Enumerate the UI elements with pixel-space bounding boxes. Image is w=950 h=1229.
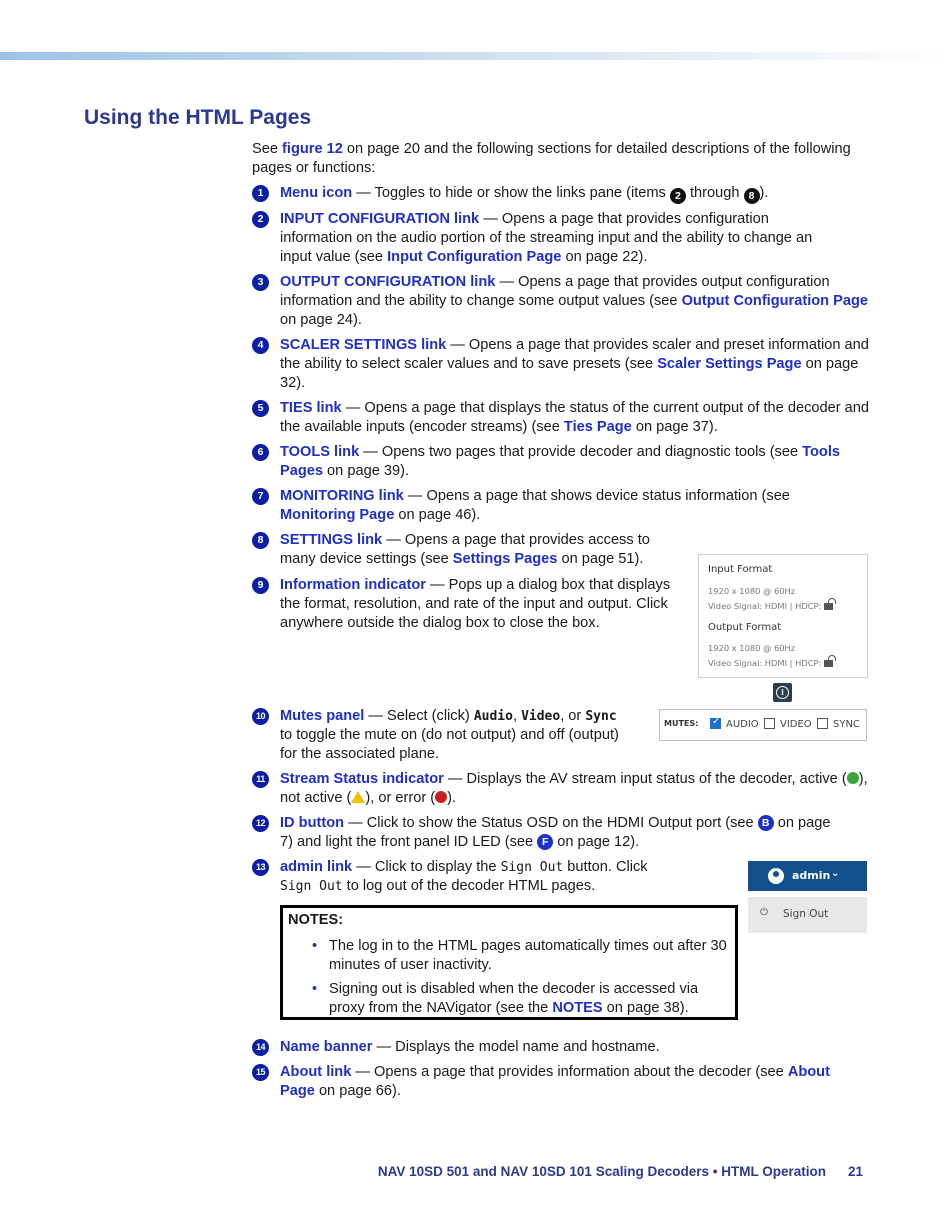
info-indicator-button[interactable] [773,683,792,702]
input-signal-line [708,601,833,611]
list-item [252,1038,872,1057]
item-text: — Displays the model name and hostname. [372,1039,660,1055]
item-text: — Click to show the Status OSD on the HDMI Output port (see [344,815,758,831]
item-text: to toggle the mute on (do not output) and off (output) for the associated plane. [280,727,619,762]
callout-number: 8 [252,532,269,549]
list-item [252,487,832,525]
callout-number: 13 [252,859,269,876]
mutes-label: MUTES: [664,719,699,728]
output-format-title: Output Format [708,622,782,633]
notes-box [280,905,738,1020]
callout-number: 2 [252,211,269,228]
info-dialog [698,554,868,678]
callout-number: 12 [252,815,269,832]
callout-number: 1 [252,185,269,202]
page-footer [378,1164,863,1179]
item-title: SCALER SETTINGS link [280,337,447,353]
item-title: Mutes panel [280,708,365,724]
note-text: The log in to the HTML pages automatically times out after 30 minutes of user inactivity. [329,938,727,973]
callout-number: 5 [252,400,269,417]
item-title: Stream Status indicator [280,771,444,787]
item-text: — Opens a page that provides scaler and preset information and the ability to select scaler values and to save presets (see [280,337,869,372]
list-item [252,443,872,481]
user-avatar-icon [768,868,784,884]
intro-text: See [252,141,283,157]
item-text: — Opens a page that shows device status information (see [403,488,790,504]
callout-letter-f: F [537,834,553,850]
page-link[interactable]: Ties Page [563,419,632,435]
status-active-icon [847,772,859,784]
item-title: SETTINGS link [280,532,383,548]
item-text: on page 32). [280,356,859,391]
input-resolution: 1920 x 1080 @ 60Hz [708,586,796,596]
footer-title: NAV 10SD 501 and NAV 10SD 101 Scaling Decoders • HTML Operation [377,1164,826,1179]
callout-number: 3 [252,274,269,291]
page-link[interactable]: Input Configuration Page [387,249,562,265]
item-text: on page 22). [561,249,648,265]
notes-title: NOTES: [288,912,344,928]
item-text: — Toggles to hide or show the links pane (items [352,185,670,201]
item-text: on page 39). [323,463,410,479]
item-text: on page 46). [394,507,481,523]
code-audio: Audio [473,709,513,724]
list-item [252,770,872,808]
item-text: to log out of the decoder HTML pages. [342,878,596,894]
bullet-icon: • [312,938,318,954]
callout-number: 4 [252,337,269,354]
list-item [252,184,872,204]
page-link[interactable]: Settings Pages [452,551,558,567]
notes-bullet [312,937,729,975]
video-mute-checkbox[interactable] [764,718,775,729]
page-link[interactable]: Output Configuration Page [681,293,869,309]
list-item [252,1063,862,1101]
item-title: About link [280,1064,352,1080]
item-text: — Opens a page that provides access to many device settings (see [280,532,650,567]
page-link[interactable]: About Page [280,1064,830,1099]
sign-out-item[interactable] [748,897,867,933]
item-text: — Opens a page that provides output configuration information and the ability to change some output values (see [280,274,830,309]
admin-menu-button[interactable] [748,861,867,891]
item-text: ), or error ( [365,790,436,806]
item-text: on page 7) and light the front panel ID LED (see [280,815,831,850]
item-text: on page 37). [631,419,718,435]
callout-number: 10 [252,708,269,725]
section-heading: Using the HTML Pages [84,106,312,129]
list-item [252,336,872,393]
lock-open-icon [824,603,833,610]
callout-number: 11 [252,771,269,788]
callout-number: 6 [252,444,269,461]
callout-number: 15 [252,1064,269,1081]
callout-ref: 2 [670,188,686,204]
item-text: , or [560,708,586,724]
status-error-icon [435,791,447,803]
item-text: — Click to display the [352,859,501,875]
item-text: — Opens a page that displays the status of the current output of the decoder and the available inputs (encoder streams) (see [280,400,869,435]
item-text: , [512,708,522,724]
item-title: TOOLS link [280,444,360,460]
code-sign-out: Sign Out [500,860,564,875]
item-text: ). [759,185,769,201]
video-mute-label: VIDEO [780,719,812,730]
page-link[interactable]: Tools Pages [280,444,840,479]
status-warning-icon [351,791,365,803]
item-title: MONITORING link [280,488,404,504]
mutes-panel [659,709,867,741]
chevron-down-icon: ⌄ [831,868,840,879]
lock-open-icon [824,660,833,667]
callout-number: 14 [252,1039,269,1056]
input-signal: Video Signal: HDMI | HDCP: [708,601,822,611]
intro-paragraph [252,140,872,178]
info-icon: i [776,686,789,699]
header-gradient-bar [0,52,950,60]
item-title: OUTPUT CONFIGURATION link [280,274,496,290]
input-format-title: Input Format [708,564,773,575]
output-resolution: 1920 x 1080 @ 60Hz [708,643,796,653]
item-title: ID button [280,815,345,831]
page-number: 21 [847,1164,863,1179]
page-link[interactable]: Monitoring Page [280,507,395,523]
note-text: Signing out is disabled when the decoder is accessed via proxy from the NAVigator (see the [329,981,699,1016]
callout-number: 9 [252,577,269,594]
item-text: — Displays the AV stream input status of the decoder, active ( [443,771,847,787]
output-signal-line [708,658,833,668]
code-sync: Sync [585,709,617,724]
item-text: on page 66). [314,1083,401,1099]
list-item [252,707,627,764]
list-item [252,814,832,852]
item-text: — Opens a page that provides configuration information on the audio portion of the streaming input and the ability to change an input value (see [280,211,813,265]
item-title: TIES link [280,400,342,416]
item-text: on page 24). [280,312,362,328]
notes-bullet [312,980,729,1018]
callout-ref: 8 [744,188,760,204]
item-title: Name banner [280,1039,373,1055]
item-text: — Select (click) [364,708,474,724]
list-item [252,531,672,569]
item-text: ). [447,790,457,806]
list-item [252,210,842,267]
sign-out-label: Sign Out [783,908,829,920]
output-signal: Video Signal: HDMI | HDCP: [708,658,822,668]
admin-label: admin [792,869,831,882]
intro-text-end: on page 20 and the following sections for detailed descriptions of the following pages or functions: [252,141,851,176]
item-text: button. Click [563,859,648,875]
list-item [252,273,872,330]
code-sign-out: Sign Out [280,879,343,894]
item-text: — Opens a page that provides information about the decoder (see [351,1064,788,1080]
sync-mute-checkbox[interactable] [817,718,828,729]
power-icon: ⏻ [760,907,768,918]
item-text: on page 51). [557,551,644,567]
callout-number: 7 [252,488,269,505]
callout-letter-b: B [758,815,774,831]
figure-link[interactable]: figure 12 [282,141,343,157]
sync-mute-label: SYNC [833,719,860,730]
bullet-icon: • [312,981,318,997]
item-text: — Opens two pages that provide decoder and diagnostic tools (see [359,444,803,460]
item-title: Menu icon [280,185,353,201]
notes-link[interactable]: NOTES [552,1000,603,1016]
item-text: ), not active ( [280,771,868,806]
code-video: Video [521,709,561,724]
list-item [252,399,872,437]
item-title: admin link [280,859,353,875]
audio-mute-checkbox[interactable] [710,718,721,729]
note-text: on page 38). [602,1000,689,1016]
item-title: Information indicator [280,577,426,593]
item-title: INPUT CONFIGURATION link [280,211,480,227]
item-text: — Pops up a dialog box that displays the format, resolution, and rate of the input and output. Click anywhere outside the dialog box to close the box. [280,577,671,631]
item-text: on page 12). [553,834,640,850]
item-text: through [685,185,744,201]
list-item [252,858,682,896]
audio-mute-label: AUDIO [726,719,759,730]
page-link[interactable]: Scaler Settings Page [657,356,802,372]
list-item [252,576,672,633]
